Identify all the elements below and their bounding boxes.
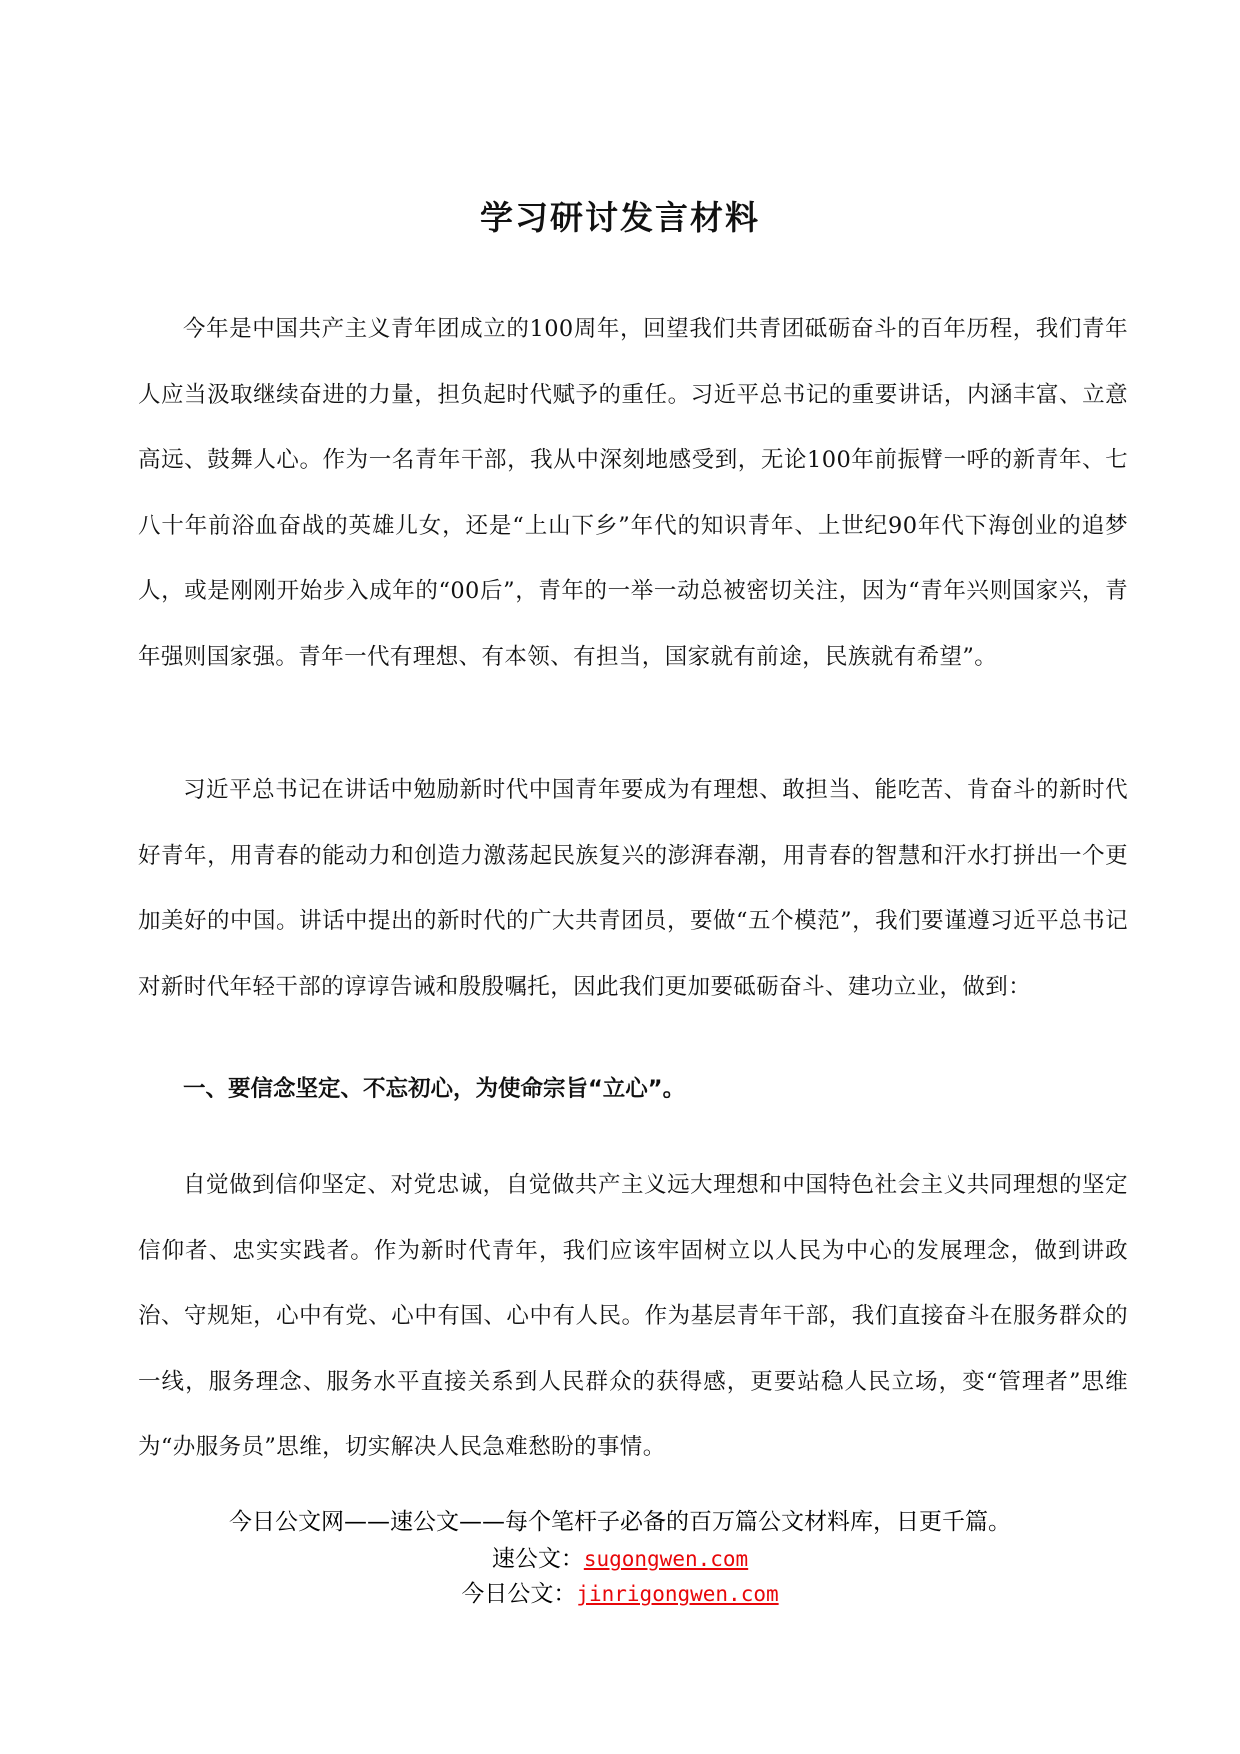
footer-sugongwen [0, 1540, 1240, 1573]
footer-tagline: 今日公文网——速公文——每个笔杆子必备的百万篇公文材料库，日更千篇。 [229, 1509, 1011, 1535]
footer-jinrigongwen-label: 今日公文： [461, 1581, 577, 1607]
paragraph-intro: 今年是中国共产主义青年团成立的100周年，回望我们共青团砥砺奋斗的百年历程，我们青年人应当汲取继续奋进的力量，担负起时代赋予的重任。习近平总书记的重要讲话，内涵丰富、立意高远、鼓舞人心。作为一名青年干部，我从中深刻地感受到，无论100年前振臂一呼的新青年、七八十年前浴血奋战的英雄儿女，还是“上山下乡”年代的知识青年、上世纪90年代下海创业的追梦人，或是刚刚开始步入成年的“00后”，青年的一举一动总被密切关注，因为“青年兴则国家兴，青年强则国家强。青年一代有理想、有本领、有担当，国家就有前途，民族就有希望”。 [138, 316, 1128, 670]
paragraph-speech: 习近平总书记在讲话中勉励新时代中国青年要成为有理想、敢担当、能吃苦、肯奋斗的新时代好青年，用青春的能动力和创造力激荡起民族复兴的澎湃春潮，用青春的智慧和汗水打拼出一个更加美好的中国。讲话中提出的新时代的广大共青团员，要做“五个模范”，我们要谨遵习近平总书记对新时代年轻干部的谆谆告诫和殷殷嘱托，因此我们更加要砥砺奋斗、建功立业，做到： [138, 777, 1128, 1000]
sugongwen-link[interactable]: sugongwen.com [583, 1547, 749, 1571]
footer-sugongwen-label: 速公文： [491, 1546, 584, 1572]
jinrigongwen-link[interactable]: jinrigongwen.com [576, 1582, 779, 1606]
document-title: 学习研讨发言材料 [480, 198, 760, 237]
section-heading: 一、要信念坚定、不忘初心，为使命宗旨“立心”。 [183, 1076, 686, 1102]
footer-jinrigongwen [0, 1575, 1240, 1608]
paragraph-section-one: 自觉做到信仰坚定、对党忠诚，自觉做共产主义远大理想和中国特色社会主义共同理想的坚定信仰者、忠实实践者。作为新时代青年，我们应该牢固树立以人民为中心的发展理念，做到讲政治、守规矩，心中有党、心中有国、心中有人民。作为基层青年干部，我们直接奋斗在服务群众的一线，服务理念、服务水平直接关系到人民群众的获得感，更要站稳人民立场，变“管理者”思维为“办服务员”思维，切实解决人民急难愁盼的事情。 [138, 1172, 1128, 1460]
